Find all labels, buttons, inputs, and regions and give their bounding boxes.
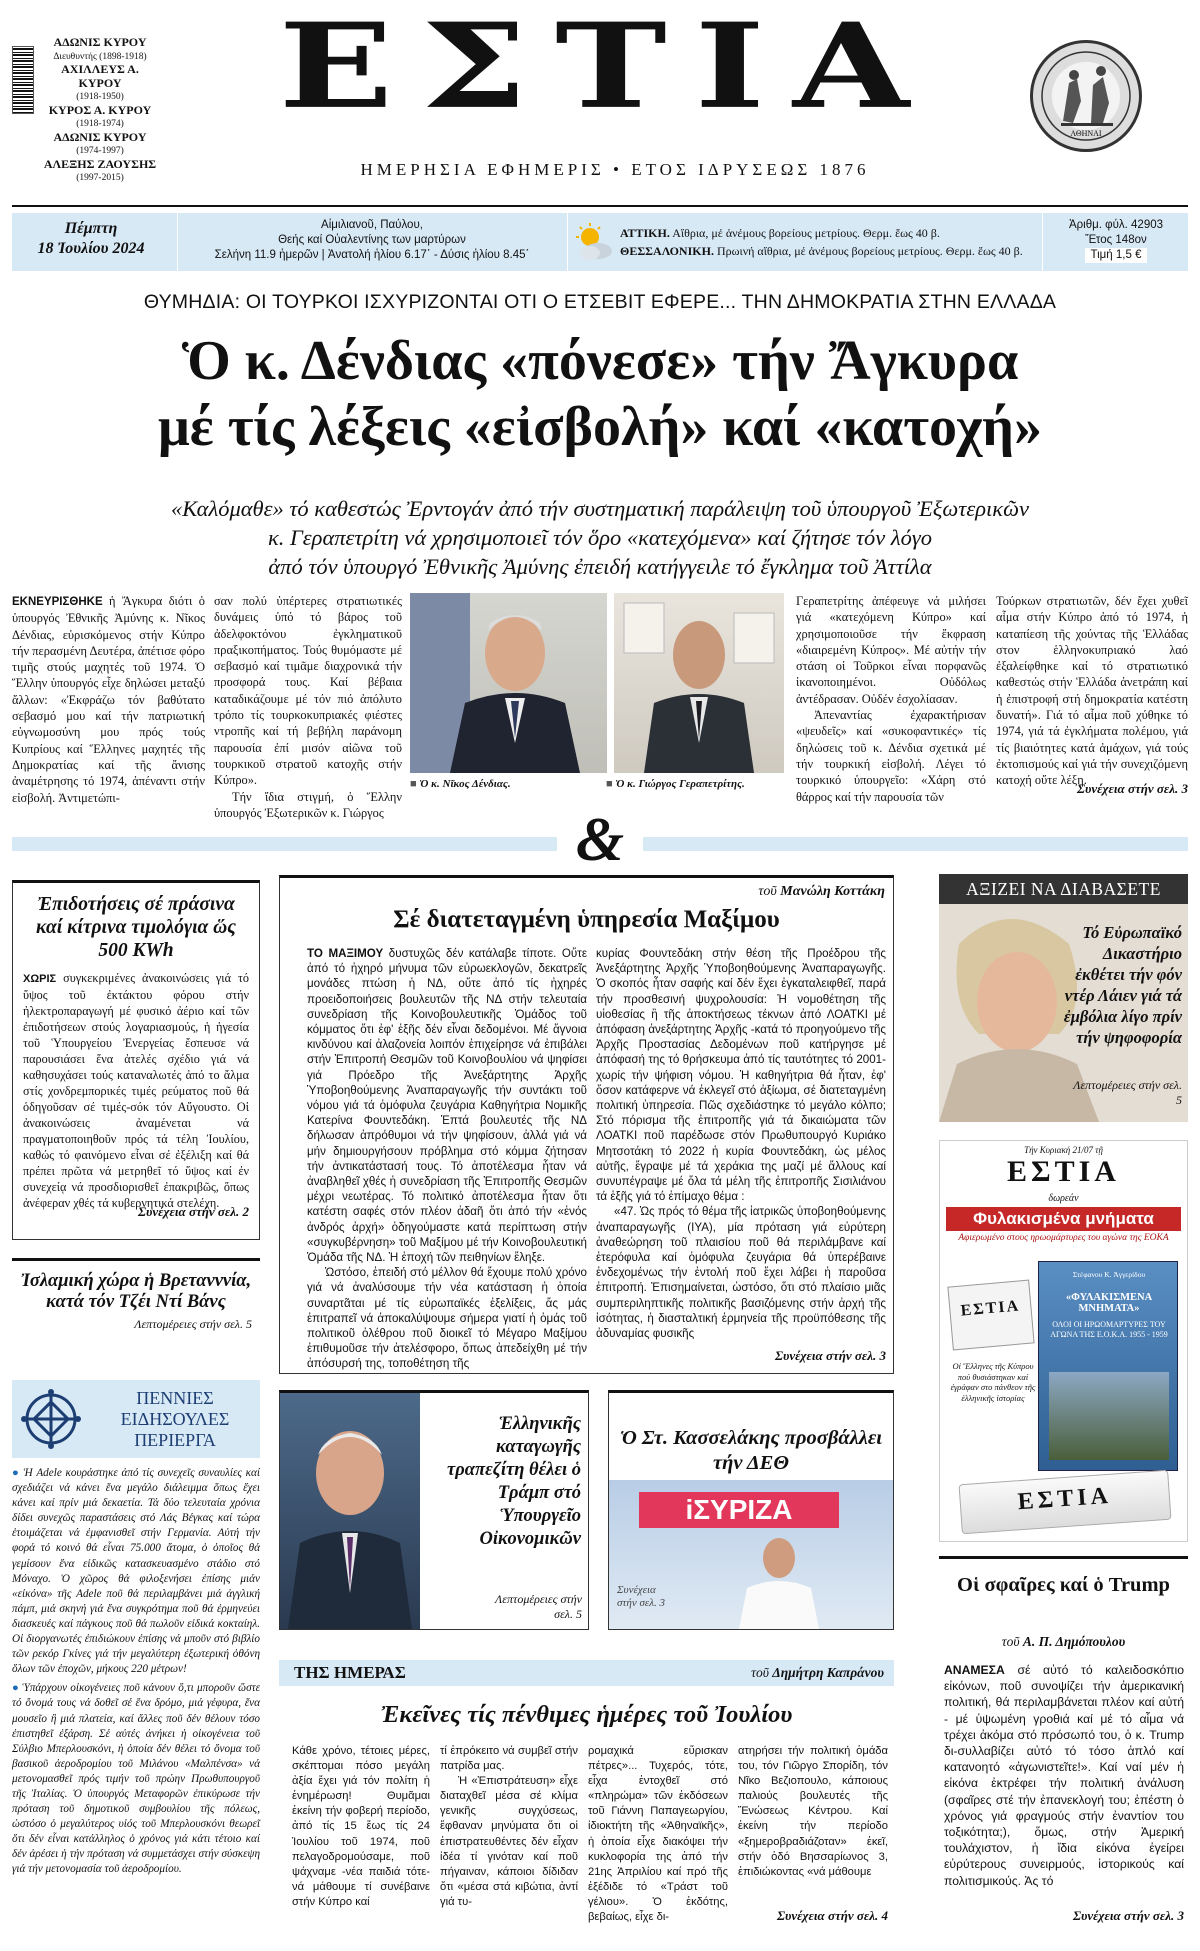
subsidy-title: Ἐπιδοτήσεις σέ πράσινα καί κίτρινα τιμολόγια ὥς 500 KWh [36, 894, 236, 961]
ornament-icon [20, 1388, 82, 1450]
divider-left [12, 837, 557, 851]
bullets-body: ΑΝΑΜΕΣΑ σέ αὐτό τό καλειδοσκόπιο εἰκόνων, ποῦ συνοψίζει τήν ἀμερικανική πολιτική, θά περιλαμβάνεται πλέον καί αὐτή - μέ ὑψωμένη γροθιά καί μέ τό αἷμα νά τρέχει ἀκόμα στό πρόσωπό του, ὁ κ. Trump δι-συλλαβίζει αὐτό τό τόσο ἁπλό καί κατανοητό «ἀγωνιστεῖτε!». Καί ναί μέν ἡ εἰκόνα ἐκτρέφει τήν πολιτική ἀνάλυση (σφαῖρες στέ τήν ἐπανεκλογή του; ἐπέστη ὁ χρόνος γιά φραγμούς στήν ἐναντίον του τοξικότητα;), ὅμως, στήν Ἀμερική τουλάχιστον, ἡ ἴδια εἰκόνα ἐγείρει εὐρύτερους συνειρμούς, ἱστορικούς καί πολιτισμικούς. Ἀς τό [944, 1663, 1184, 1888]
islam-title: Ἰσλαμική χώρα ἡ Βρετανννία, κατά τόν Τζέι Ντί Βάνς [20, 1271, 252, 1312]
date: 18 Ἰουλίου 2024 [37, 240, 145, 257]
masthead-rule [12, 205, 1188, 207]
maximou-continue: Συνέχεια στήν σελ. 3 [775, 1348, 886, 1363]
lead-column-3: Γεραπετρίτης ἀπέφευγε νά μιλήσει γιά «κατεχόμενη Κύπρο» καί χρησιμοποιοῦσε τήν ἔκφραση «διαιρεμένη Κύπρος». Μέ αὐτήν τήν στάση οἱ Τοῦρκοι εἶναι πορφανῶς ἱκανοποιημένοι. Οὐδόλως ἀντέδρασαν. Οὐδέν ἐσχολίασαν. Ἀπεναντίας ἐχαρακτήρισαν «ψευδεῖς» καί «συκοφαντικές» τίς δηλώσεις τοῦ κ. Δένδια σχετικά μέ τήν τουρκική εἰσβολή. Λέγει τό τουρκικό ὑπουργεῖο: «Χάρη στό θάρρος καί τήν παρουσία τῶν [796, 594, 986, 804]
subsidy-continue: Συνέχεια στήν σελ. 2 [138, 1204, 249, 1219]
lead-continue: Συνέχεια στήν σελ. 3 [1077, 781, 1188, 796]
lead-column-1: ΕΚΝΕΥΡΙΣΘΗΚΕ ἡ Ἄγκυρα διότι ὁ ὑπουργός Ἐθνικῆς Ἀμύνης κ. Νῖκος Δένδιας, εὑρισκόμενος στήν Κύπρο τήν περασμένη Δευτέρα, ἀπέτισε φόρο τιμῆς στούς μαχητές τοῦ 1974. Ὁ Ἕλλην ὑπουργός εἶχε δηλώσει μεταξύ ἄλλων: «Ἐκφράζω τόν βαθύτατο σεβασμό μου καί τήν πατριωτική εὐγνωμοσύνη μου πρός τούς Κυπρίους καί Ἕλληνες μαχητές τῆς Δημοκρατίας καί τῆς ἄνισης ἀναμέτρησης τό 1974, ἀπέναντι στήν εἰσβολή. Ἀντιμετώπι- [12, 594, 205, 805]
maximou-title: Σέ διατεταγμένη ὑπηρεσία Μαξίμου [393, 906, 780, 933]
kasselakis-photo [609, 1480, 893, 1629]
gerapetritis-photo [614, 593, 784, 773]
bullets-title: Οἱ σφαῖρες καί ὁ Trump [957, 1574, 1170, 1596]
director-2: ΚΥΡΟΣ Α. ΚΥΡΟΥ (1918-1974) [48, 102, 152, 129]
ampersand-logo: & [575, 806, 625, 874]
ad-top-line: Τήν Κυριακή 21/07 τῇ [1024, 1145, 1103, 1155]
penny-item-2: ● Ὑπάρχουν οἰκογένειες ποῦ κάνουν ὅ,τι μποροῦν ὥστε τό ὄνομά τους νά δοθεῖ σέ ἕνα δρόμο, μιά γέφυρα, ἕνα μουσεῖο ἢ μιά πλατεία, καί ἄλλες ποῦ δέν θέλουν τόσο ἐπιστηθεῖ ἐξάρση. Σέ αὐτές ἀνήκει ἡ οἰκογένεια τοῦ Σύλβιο Μπερλουσκόνι, ἡ ὁποία δέν θέλει τό ὄνομα τοῦ βασικοῦ ἀεροδρομίου τοῦ Μιλάνου «Μαλπένσα» νά μετονομασθεῖ πρός τιμήν τοῦ πρώην Πρωθυπουργοῦ τῆς Ἰταλίας. Ὁ ὑπουργός Μεταφορῶν ἐπικύρωσε τήν πρόταση τοῦ δημοτικοῦ συμβουλίου τῆς πόλεως, ὡστόσο ὁ μεγαλύτερος υἱός τοῦ Μπερλουσκόνι θεωρεῖ ὅτι δέν εἶναι κατάλληλος ὁ χρόνος γιά κάτι τέτοιο καί δέν ἀρέσει ἡ τήν πρόταση νά συμμετάσχει στήν σύσκεψη γιά τήν μετονομασία τοῦ ἀεροδρομίου. [12, 1682, 260, 1876]
today-column-3: ρομαχικά εὕρισκαν πέτρες»... Τυχερός, τότε, εἶχα ἐντοχθεῖ στό «πληρώμα» τῶν ἐκδόσεων τοῦ Γιάννη Παπαγεωργίου, ἰδιοκτήτη τῆς «Ἀθηναϊκῆς», ἡ ὁποία εἶχε διακόψει τήν κυκλοφορία της ἀπό τήν 21ης Ἀπριλίου καί πρό τῆς ἐξέδιδε τό «Τράστ τοῦ γέλιου». Ὁ ἐκδότης, βεβαίως, εἶχε δι- [588, 1745, 728, 1924]
info-bar [12, 213, 1188, 271]
sun-moon-info: Σελήνη 11.9 ἡμερῶν | Ἀνατολή ἡλίου 6.17΄ - Δύσις ἡλίου 8.45΄ [214, 249, 530, 261]
worth-header: ΑΞΙΖΕΙ ΝΑ ΔΙΑΒΑΣΕΤΕ [939, 874, 1188, 904]
issue-block [1052, 218, 1180, 263]
syriza-banner: iΣΥΡΙΖΑ [639, 1492, 839, 1528]
saints-block [184, 218, 560, 263]
subsidy-body: ΧΩΡΙΣ συγκεκριμένες ἀνακοινώσεις γιά τό ὕψος τοῦ ἐκτάκτου φόρου στήν ἠλεκτροπαραγωγή μέ φυσικό ἀέριο καί τῶν ἐπιδοτήσεων στούς λογαριασμούς, ἡ ἡγεσία τοῦ Ὑπουργείου Ἐνεργείας ἔσπευσε νά παρουσιάσει ἕνα ἀτελές σχέδιο γιά νά καθησυχάσει τούς καταναλωτές ἀπό το ἄλμα στίς χονδρεμπορικές τιμές ρεύματος ποῦ θά ὁδηγοῦσαν σέ τιμές-σόκ τόν Αὔγουστο. Οἱ ἀνακοινώσεις ἀναμένεται νά πραγματοποιηθοῦν πρός τά τέλη Ἰουλίου, καθώς τό φαινόμενο εἶναι σέ ἐξέλιξη καί θά πρέπει πρῶτα νά μετρηθεῖ τό ὕψος καί ἐν συνεχείᾳ νά προσδιορισθεῖ ἐπακριβῶς, ὅπως ἀνέφεραν χθές τά κυβερνητικά στελέχη. [23, 971, 249, 1210]
seal-text: ΑΘΗΝΑΙ [1070, 129, 1102, 138]
book-cover [1038, 1261, 1178, 1471]
date-block [12, 219, 170, 259]
penny-title: ΠΕΝΝΙΕΣ ΕΙΔΗΣΟΥΛΕΣ ΠΕΡΙΕΡΓΑ [120, 1388, 230, 1450]
director-1: ΑΧΙΛΛΕΥΣ Α. ΚΥΡΟΥ (1918-1950) [61, 62, 139, 102]
director-3: ΑΔΩΝΙΣ ΚΥΡΟΥ (1974-1997) [53, 129, 147, 156]
ad-title: Φυλακισμένα μνήματα [946, 1207, 1181, 1231]
weekday: Πέμπτη [64, 220, 118, 237]
book-author: Στέφανου Κ. Ἀγγερίδου [1072, 1270, 1146, 1279]
newspaper-title: ΕΣΤΙΑ [278, 0, 938, 135]
kasselakis-title: Ὁ Στ. Κασσελάκης προσβάλλει τήν ΔΕΘ [620, 1427, 882, 1474]
islam-box [12, 1258, 260, 1358]
today-header: ΤΗΣ ΗΜΕΡΑΣ [294, 1663, 406, 1682]
today-byline: τοῦ Δημήτρη Καπράνου [751, 1665, 884, 1680]
weather-icon [572, 221, 616, 265]
newspaper-mini: ΕΣΤΙΑ [947, 1280, 1034, 1351]
kasselakis-more: Συνέχεια στήν σελ. 3 [617, 1584, 665, 1609]
bullets-continue: Συνέχεια στήν σελ. 3 [1073, 1908, 1184, 1923]
weather-attica: ΑΤΤΙΚΗ. Αἴθρια, μέ ἀνέμους βορείους μετρίους. Θερμ. ἕως 40 β. [620, 226, 940, 240]
worth-title: Τό Εὐρωπαϊκό Δικαστήριο ἐκθέτει τήν φόν ντέρ Λάιεν γιά τά ἐμβόλια λίγο πρίν τήν ψηφοφορία [1063, 923, 1182, 1047]
today-continue: Συνέχεια στήν σελ. 4 [777, 1908, 888, 1923]
barcode [12, 46, 34, 114]
penny-item-1: ● Ἡ Adele κουράστηκε ἀπό τίς συνεχεῖς συναυλίες καί σχεδιάζει νά κάνει ἕνα μεγάλο διάλειμμα ὅπως ἔχει κάνει καί πρίν μιά δεκαετία. Τά δύο τελευταία χρόνια δίδει συνεχῶς παραστάσεις στό Λάς Βέγκας καί τώρα ἑτοιμάζεται νά ἐμφανισθεῖ στήν Γερμανία. Αὐτή τήν φορά τό κοινό θά εἶναι 75.000 ἄτομα, ὁ ὁποῖος θά γεμίσουν ἕνα εἰδικῶς κατασκευασμένο στάδιο στό Μόναχο. Ὁ χῶρος θά φιλοξενήσει ἐπίσης μιάν «εἰκόνα» τῆς Adele ποῦ θά περιλαμβάνει μιά ἀγγλική πάμπ, μιά σκηνή γιά ἕνα συγκρότημα ποῦ θά ἐρμηνεύει διασκευές καί πάγκους ποῦ θά πωλοῦν εἰδικά κοκταίηλ. Οἱ διοργανωτές ἐπιδιώκουν ἐπίσης νά μποῦν στό βιβλίο τῶν ρεκόρ Γκίνες γιά τήν μεγαλύτερη ἐξωτερική ὀθόνη ὅλων τῶν ἐποχῶν, μήκους 220 μέτρων! [12, 1467, 260, 1676]
today-column-1: Κάθε χρόνο, τέτοιες μέρες, σκέπτομαι πόσο μεγάλη ἀξία ἔχει γιά τόν πολίτη ἡ ἐνημέρωση! Θυμᾶμαι ἐκείνη τήν φοβερή περίοδο, ἀπό τίς 15 ἕως τίς 24 Ἰουλίου τοῦ 1974, ποῦ πελαγοδρομούσαμε, ποῦ ψάχναμε -νέα παιδιά τότε- νά μάθουμε τί συνέβαινε στήν Κύπρο καί [292, 1745, 430, 1908]
issue-number: Ἀριθμ. φύλ. 42903 [1068, 219, 1164, 231]
penny-body [12, 1466, 260, 1936]
seal-logo [1030, 40, 1142, 152]
maximou-byline: τοῦ Μανώλη Κοττάκη [758, 884, 885, 899]
ad-free: δωρεάν [1048, 1193, 1079, 1204]
lead-deck [40, 494, 1160, 581]
book-image [1049, 1372, 1169, 1460]
lead-column-2: σαν πολύ ὑπέρτερες στρατιωτικές δυνάμεις ὑπό τό βάρος τοῦ ἀδελφοκτόνου ἐγκληματικοῦ πραξικοπήματος. Τούς θυμόμαστε μέ σεβασμό καί τιμᾶμε διαχρονικά τήν προσφορά τους. Καί βέβαια καταδικάζουμε μέ τόν πιό ἀπόλυτο τρόπο τίς τουρκοκυπριακές φιέστες ντροπῆς καί τή βεβήλη παράνομη παρουσία ἐπί μισόν αἰῶνα τοῦ τουρκικοῦ στρατοῦ κατοχῆς στήν Κύπρο». Τήν ἴδια στιγμή, ὁ Ἕλλην ὑπουργός Ἐξωτερικῶν κ. Γιώργος [214, 594, 402, 820]
banker-photo [280, 1393, 420, 1629]
lead-headline-2: μέ τίς λέξεις «εἰσβολή» καί «κατοχή» [158, 396, 1042, 458]
directors-list [40, 36, 160, 185]
maximou-column-1: ΤΟ ΜΑΞΙΜΟΥ δυστυχῶς δέν κατάλαβε τίποτε. Οὔτε ἀπό τό ἠχηρό μήνυμα τῶν εὐρωεκλογῶν, δεκατρεῖς μονάδες πτώση ἡ ΝΔ, οὔτε ἀπό τίς ἠχηρές προειδοποιήσεις βουλευτῶν τῆς ΝΔ στήν τελευταία συνεδρίαση τῆς Κοινοβουλευτικῆς Ὁμάδος τοῦ κόμματος ὅτι ἐφ' ἑξῆς δέν εἶναι δεδομένοι. Μέ ἄγνοια κινδύνου καί ἀλαζονεία λοιπόν ἐπιχείρησε νά ἐπιβάλει στήν Ἐπιτροπή Θεσμῶν τοῦ Κοινοβουλίου νά ψηφίσει γιά Πρόεδρο τῆς Ἀνεξάρτητης Ἀρχῆς Ὑποβοηθούμενης Ἀναπαραγωγῆς τήν συντάκτι τοῦ νόμου γιά τά ὁμόφυλα ζευγάρια Καθηγήτρια Νομικῆς Κατερίνα Φουντεδάκη. Ἑπτά βουλευτές τῆς ΝΔ δήλωσαν ἀπρόθυμοι νά τήν ψηφίσουν, ἀλλά γιά νά μήν δημιουργήσουν πρόβλημα στό κόμμα ζήτησαν τήν ἀντικατάστασή τους. Τό ἀποτέλεσμα ἦταν νά ἀναβληθεῖ χθές ἡ συνεδρίαση τῆς Ἐπιτροπῆς Θεσμῶν μέχρι νεωτέρας. Τό πολιτικό ἀποτέλεσμα ἦταν ὅτι κατέστη σαφές στόν πλέον ἀδαῆ ὅτι ἀπό τήν «ἑνός ἀνδρός ἀρχή» ὁδηγούμαστε κατά περίπτωση στήν «συγκυβέρνηση» τοῦ Μαξίμου μέ τήν Κοινοβουλευτική Ὁμάδα τῆς ΝΔ. Ἡ ἐποχή τῶν πειθηνίων ἔληξε. Ὡστόσο, ἐπειδή στό μέλλον θά ἔχουμε πολύ χρόνο γιά νά ἀναλύσουμε τήν νέα κατάσταση ἡ ὁποία συναρτᾶται μέ τίς εὐρωπαϊκές ἐξελίξεις, ἄς μάς ἐπιτραπεῖ νά ἀποκαλύψουμε σήμερα γιατί ἡ ὁμάς τοῦ πολιτικοῦ ὀλέθρου ποῦ διοικεῖ τό Μέγαρο Μαξίμου ἐπιθυμοῦσε τήν ἀτελέσφορο, ὅπως ἀπεδείχθη μέ τήν ἀπόσυρσή της, τοποθέτηση τῆς [307, 947, 587, 1371]
dendias-photo [410, 593, 607, 773]
book-ad [939, 1140, 1188, 1542]
weather-thessaloniki: ΘΕΣΣΑΛΟΝΙΚΗ. Πρωινή αἴθρια, μέ ἀνέμους βορείους μετρίους. Θερμ. ἕως 40 β. [620, 244, 1023, 258]
today-column-4: ατηρήσει τήν πολιτική ὁμάδα του, τόν Γιῶργο Σπορίδη, τόν Νῖκο Βεζιοπουλο, κάποιους παλιούς βουλευτές τῆς Ἕνώσεως Κέντρου. Καί ἐκείνη τήν περίοδο «ξημεροβραδιάζοταν» ἐκεῖ, στήν ὁδό Βησσαρίωνος 3, ἐπιδιώκοντας «νά μάθουμε [738, 1745, 888, 1878]
saints-line-1: Αἰμιλιανοῦ, Παύλου, [321, 219, 423, 231]
today-title: Ἐκεῖνες τίς πένθιμες ἡμέρες τοῦ Ἰουλίου [380, 1701, 793, 1728]
penny-header [12, 1380, 260, 1458]
lead-deck-line-2: κ. Γεραπετρίτη νά χρησιμοποιεῖ τόν ὅρο «κατεχόμενα» καί ζήτησε τόν λόγο [267, 525, 933, 550]
lead-column-4: Τούρκων στρατιωτῶν, δέν ἔχει χυθεῖ αἷμα στήν Κύπρο ἀπό τό 1974, ἡ καταπίεση τῆς χούντας τῆς Ἑλλάδας στον ἑλληνοκυπριακό λαό ἐξαλείφθηκε καί τό στρατιωτικό καθεστώς στήν Ἑλλάδα ἀνετράπη καί ἡ ἐπιστροφή στή δημοκρατία κατέστη δυνατή». Γιά τό αἷμα ποῦ χύθηκε τό 1974, γιά τά ἐγκλήματα πολέμου, γιά τίς βιαιότητες κατά ἀμάχων, γιά τούς ἐκτοπισμούς καί γιά τήν συνεχιζόμενη κατοχή οὔτε λέξη. [996, 594, 1188, 788]
weather-block [620, 224, 1040, 260]
trump-hire-title: Ἑλληνικῆς καταγωγῆς τραπεζίτη θέλει ὁ Τράμπ στό Ὑπουργεῖο Οἰκονομικῶν [447, 1414, 581, 1549]
ad-side-text: Οἱ Ἕλληνες τῆς Κύπρου πού θυσιάστηκαν καί ἐγράφαν στο πάνθεον τῆς ἑλληνικῆς ἱστορίας [950, 1361, 1036, 1403]
lead-deck-line-1: «Καλόμαθε» τό καθεστώς Ἐρντογάν ἀπό τήν συστηματική παράλειψη τοῦ ὑπουργοῦ Ἐξωτερικῶν [171, 496, 1029, 521]
newspaper-roll [959, 1470, 1172, 1535]
today-column-2: τί ἐπρόκειτο νά συμβεῖ στήν πατρίδα μας. Ἡ «Ἐπιστράτευση» εἶχε διαταχθεῖ μέσα σέ κλίμα γενικῆς συγχύσεως, ἔφθαναν μηνύματα ὅτι οἱ ἐπιστρατευθέντες δέν εἶχαν ἰδέα τί γινόταν καί ποῦ πήγαιναν, κάποιοι δίδιδαν ὅτι «μέσα στά κιβώτια, ἀντί γιά τυ- [440, 1745, 578, 1908]
worth-more: Λεπτομέρειες στήν σελ. 5 [1073, 1078, 1182, 1107]
divider-right [643, 837, 1188, 851]
trump-hire-more: Λεπτομέρειες στήν σελ. 5 [495, 1592, 582, 1621]
ad-subtitle: Αφιερωμένο στους ηρωομάρτυρες του αγώνα της ΕΟΚΑ [958, 1233, 1169, 1243]
ad-bottom-brand: ΕΣΤΙΑ [1016, 1482, 1113, 1516]
price: Τιμή 1,5 € [1085, 248, 1148, 263]
lead-deck-line-3: ἀπό τόν ὑπουργό Ἐθνικῆς Ἀμύνης ἐπειδή κατήγγειλε τό ἔγκλημα τοῦ Ἀττίλα [268, 554, 932, 579]
saints-line-2: Θεής καί Οὐαλεντίνης των μαρτύρων [278, 234, 466, 246]
islam-more: Λεπτομέρειες στήν σελ. 5 [134, 1317, 252, 1331]
bullets-byline: τοῦ Α. Π. Δημόπουλου [1001, 1634, 1126, 1649]
issue-year: Ἔτος 148ον [1085, 234, 1147, 246]
lead-headline-1: Ὁ κ. Δένδιας «πόνεσε» τήν Ἄγκυρα [181, 330, 1019, 392]
book-title: «ΦΥΛΑΚΙΣΜΕΝΑ ΜΝΗΜΑΤΑ» [1065, 1292, 1153, 1314]
director-4: ΑΛΕΞΗΣ ΖΑΟΥΣΗΣ (1997-2015) [43, 156, 157, 183]
gerapetritis-caption: ■ Ὁ κ. Γιώργος Γεραπετρίτης. [606, 778, 796, 790]
maximou-column-2: κυρίας Φουντεδάκη στήν θέση τῆς Προέδρου τῆς Ἀνεξάρτητης Ἀρχῆς Ὑποβοηθούμενης Ἀναπαραγωγῆς. Ὁ σκοπός ἦταν σαφής καί δέν ἔχει ἐγκαταλειφθεῖ, παρά τήν προσθεσινή ψυχρολουσία: Ἡ νομοθέτηση τῆς υἱοθεσίας ἢ τῆς ἀποκτήσεως τέκνων ἀπό ΛΟΑΤΚΙ μέ ἀπόφαση ἀνεξάρτητης Ἀρχῆς -κατά τό προηγούμενο τῆς Ἀρχῆς Προστασίας Δεδομένων ποῦ κατήργησε μέ ἀπόφασή της τό θρήσκευμα ἀπό τίς ταυτότητες τό 2001- χωρίς τήν ψήφιση νόμου. Ἡ καθηγήτρια θά ἦταν, ἐφ' ὅσον κατάφερνε νά ἐκλεγεῖ στό ἀξίωμα, σέ διατεταγμένη πολιτική ὑπηρεσία. Πῶς σχεδιάστηκε τό μεγάλο κόλπο; Στό πόρισμα τῆς ἐπιτροπῆς γιά τά δικαιώματα τῶν ΛΟΑΤΚΙ ποῦ παρέδωσε στόν Πρωθυπουργό Κυριάκο Μητσοτάκη τό 2022 ἡ κυρία Φουντεδάκη, ὡς μέλος αὐτῆς, ἔγραψε μέ τά χεράκια της μαζί μέ ἄλλους καί συνυπέγραψε μέ ὅλα τά μέλη τῆς ἐπιτροπῆς Σισιλιάνου τά ἑξῆς γιά τό ἐπίμαχο θέμα : «47. Ὡς πρός τό θέμα τῆς ἰατρικῶς ὑποβοηθούμενης ἀναπαραγωγῆς (ΙΥΑ), μία πρόταση γιά εὐρύτερη ἀναθεώρηση τοῦ πλαισίου ποῦ θά περιλάμβανε καί ἑτερόφυλα καί ὁμόφυλα ζευγάρια θά ὑπερέβαινε ἐνδεχομένως τήν ἐντολή ποῦ ἔχει λάβει ἡ παροῦσα ἐπιτροπή. Ἐπισημαίνεται, ὡστόσο, ὅτι στό πλαίσιο μιᾶς συμπεριληπτικῆς πολιτικῆς βασιζόμενης στήν ἀρχή τῆς ἰσότητας, ἡ διασταλτική ἑρμηνεία τῆς προϋπόθεσης τῆς ἀδυναμίας φυσικῆς [596, 947, 886, 1341]
dendias-caption: ■ Ὁ κ. Νῖκος Δένδιας. [410, 778, 607, 790]
book-subtitle: ΟΛΟΙ ΟΙ ΗΡΩΟΜΑΡΤΥΡΕΣ ΤΟΥ ΑΓΩΝΑ ΤΗΣ Ε.Ο.Κ.Α. 1955 - 1959 [1050, 1320, 1168, 1339]
subsidy-box [12, 880, 260, 1240]
director-0: ΑΔΩΝΙΣ ΚΥΡΟΥ Διευθυντής (1898-1918) [53, 35, 147, 62]
lead-kicker: ΘΥΜΗΔΙΑ: ΟΙ ΤΟΥΡΚΟΙ ΙΣΧΥΡΙΖΟΝΤΑΙ ΟΤΙ Ο ΕΤΣΕΒΙΤ ΕΦΕΡΕ... ΤΗΝ ΔΗΜΟΚΡΑΤΙΑ ΣΤΗΝ ΕΛΛΑΔΑ [143, 291, 1057, 313]
ad-brand: ΕΣΤΙΑ [1007, 1155, 1120, 1188]
newspaper-subtitle: ΗΜΕΡΗΣΙΑ ΕΦΗΜΕΡΙΣ • ΕΤΟΣ ΙΔΡΥΣΕΩΣ 1876 [360, 160, 870, 179]
